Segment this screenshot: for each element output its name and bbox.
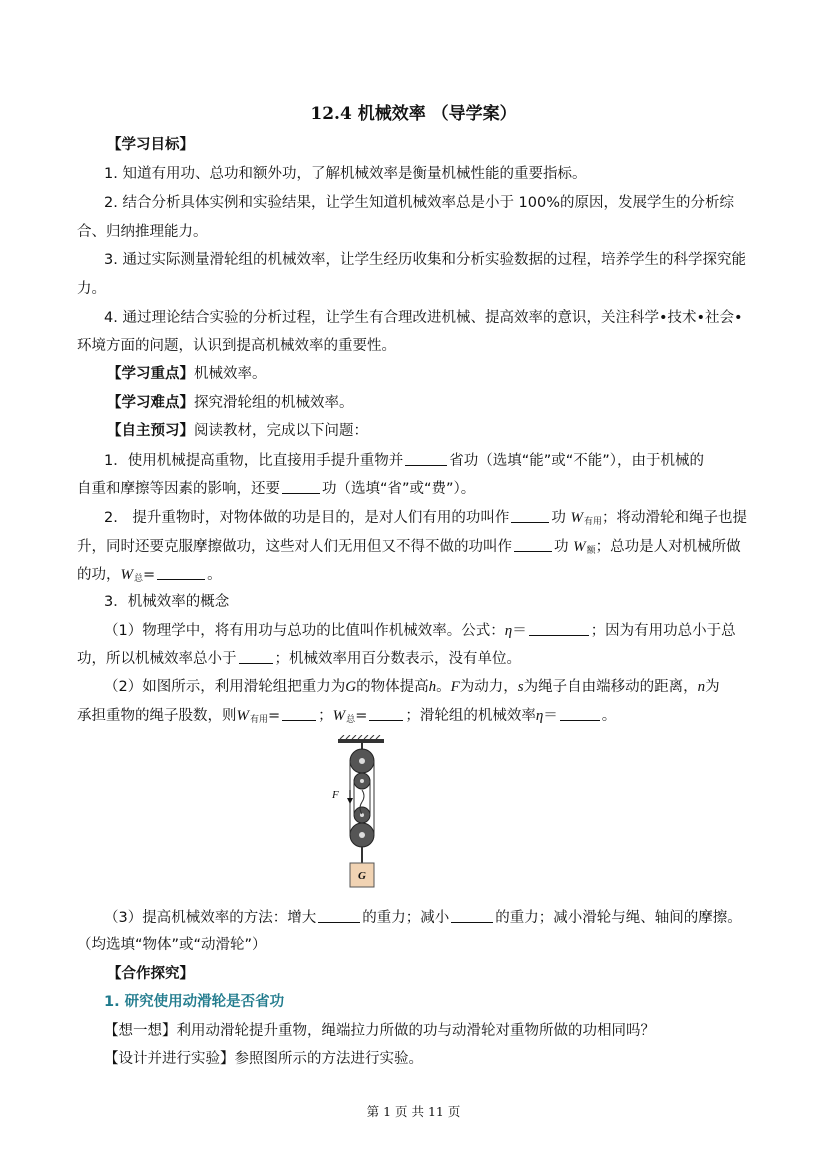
- subscript-total: 总: [134, 574, 144, 584]
- objective-4-line2: 环境方面的问题，认识到提高机械效率的重要性。: [77, 338, 396, 354]
- q3-2-text-h: =: [268, 708, 281, 724]
- q3-3-text-a: （3）提高机械效率的方法：增大: [104, 910, 317, 926]
- q2-text-f: ；总功是人对机械所做: [595, 539, 741, 555]
- q3-2-text-d: 为动力，: [459, 679, 518, 695]
- q3-2-text-b: 的物体提高: [356, 679, 429, 695]
- q1-text-b: 省功（选填“能”或“不能”），由于机械的: [449, 453, 705, 469]
- key-point-text: 机械效率。: [194, 366, 267, 382]
- q3-2-text-c: 。: [436, 679, 451, 695]
- objective-3-line1: 3. 通过实际测量滑轮组的机械效率，让学生经历收集和分析实验数据的过程，培养学生的科学探究能: [104, 252, 746, 268]
- q3-1-text-e: ；机械效率用百分数表示，没有单位。: [274, 651, 521, 667]
- symbol-g: G: [345, 679, 357, 695]
- symbol-w: W: [570, 510, 583, 526]
- subscript-extra: 额: [586, 546, 596, 556]
- think-line: [104, 1021, 655, 1041]
- design-line: [104, 1049, 423, 1069]
- objective-3-line2: 力。: [77, 281, 106, 297]
- symbol-h: h: [428, 679, 437, 695]
- question-3-2-line1: [104, 677, 720, 697]
- symbol-w: W: [120, 567, 133, 583]
- think-label: 【想一想】: [104, 1023, 177, 1039]
- ceiling-beam: [338, 739, 384, 743]
- q2-text-c: ；将动滑轮和绳子也提: [601, 510, 747, 526]
- symbol-f: F: [450, 679, 460, 695]
- q2-text-e: 功: [554, 539, 569, 555]
- answer-blank[interactable]: [369, 705, 403, 721]
- q3-1-text-a: （1）物理学中，将有用功与总功的比值叫作机械效率。公式：: [104, 623, 505, 639]
- q3-1-text-c: ；因为有用功总小于总: [590, 623, 736, 639]
- key-point: [107, 364, 267, 384]
- question-1-line1: [104, 450, 704, 471]
- answer-blank[interactable]: [318, 907, 360, 923]
- q2-text-g: 的功，: [77, 567, 121, 583]
- q3-2-text-a: （2）如图所示，利用滑轮组把重力为: [104, 679, 346, 695]
- objective-1: 1. 知道有用功、总功和额外功，了解机械效率是衡量机械性能的重要指标。: [104, 166, 587, 182]
- question-3-2-line2: [77, 705, 616, 730]
- fixed-pulley-large-hub: [359, 758, 365, 764]
- answer-blank[interactable]: [157, 564, 205, 580]
- movable-pulley-large-hub: [359, 832, 365, 838]
- q3-2-text-g: 承担重物的绳子股数，则: [77, 708, 237, 724]
- answer-blank[interactable]: [514, 536, 552, 552]
- objective-2-line2: 合、归纳推理能力。: [77, 224, 208, 240]
- difficulty: [107, 393, 354, 413]
- weight-label: G: [358, 870, 366, 882]
- q1-text-a: 1．使用机械提高重物，比直接用手提升重物并: [104, 453, 404, 469]
- q3-2-text-e: 为绳子自由端移动的距离，: [523, 679, 698, 695]
- preview-label: 【自主预习】: [107, 423, 194, 439]
- q2-text-d: 升，同时还要克服摩擦做功，这些对人们无用但又不得不做的功叫作: [77, 539, 512, 555]
- q3-3-text-c: 的重力；减小滑轮与绳、轴间的摩擦。: [495, 910, 742, 926]
- objective-4-line1: 4. 通过理论结合实验的分析过程，让学生有合理改进机械、提高效率的意识，关注科学•技术•社会•: [104, 310, 743, 326]
- answer-blank[interactable]: [560, 705, 600, 721]
- question-2-line3: [77, 564, 222, 589]
- subscript-total: 总: [346, 715, 356, 725]
- preview-intro: 阅读教材，完成以下问题：: [194, 423, 368, 439]
- page-title: 12.4 机械效率 （导学案）: [310, 104, 517, 124]
- pulley-diagram: [330, 735, 390, 895]
- question-3-3-line1: [104, 907, 742, 928]
- symbol-s: s: [517, 679, 524, 695]
- answer-blank[interactable]: [282, 705, 316, 721]
- question-3-1-line1: [104, 620, 736, 641]
- q3-2-text-i: ；: [318, 708, 333, 724]
- objective-2-line1: 2. 结合分析具体实例和实验结果，让学生知道机械效率总是小于 100%的原因，发展学生的分析综: [104, 195, 735, 211]
- q3-2-text-m: 。: [601, 708, 617, 724]
- q1-text-d: 功（选填“省”或“费”）。: [322, 481, 476, 497]
- symbol-n: n: [697, 679, 706, 695]
- q2-text-a: 2. 提升重物时，对物体做的功是目的，是对人们有用的功叫作: [104, 510, 510, 526]
- fixed-pulley-small-hub: [360, 779, 364, 783]
- cooperate-heading: 【合作探究】: [107, 966, 194, 982]
- difficulty-text: 探究滑轮组的机械效率。: [194, 395, 354, 411]
- question-3-3-line2: （均选填“物体”或“动滑轮”）: [77, 937, 267, 953]
- symbol-w: W: [573, 539, 586, 555]
- question-2-line1: [104, 507, 747, 532]
- question-3-title: 3．机械效率的概念: [104, 594, 230, 610]
- ceiling-hatch: [340, 735, 380, 739]
- subscript-useful: 有用: [250, 715, 269, 725]
- q3-2-text-f: 为: [705, 679, 720, 695]
- symbol-w: W: [332, 708, 346, 724]
- key-point-label: 【学习重点】: [107, 366, 194, 382]
- answer-blank[interactable]: [451, 907, 493, 923]
- objectives-heading: 【学习目标】: [107, 137, 194, 153]
- question-1-line2: [77, 478, 475, 499]
- q3-2-text-l: ＝: [543, 708, 558, 724]
- q2-text-h: =: [143, 567, 156, 583]
- answer-blank[interactable]: [511, 507, 549, 523]
- symbol-eta: η: [504, 623, 513, 639]
- q3-2-text-j: =: [355, 708, 368, 724]
- design-text: 参照图所示的方法进行实验。: [234, 1051, 423, 1067]
- q2-text-b: 功: [551, 510, 566, 526]
- question-2-line2: [77, 536, 741, 561]
- q3-3-text-b: 的重力；减小: [362, 910, 450, 926]
- question-3-1-line2: [77, 648, 521, 669]
- answer-blank[interactable]: [405, 450, 447, 466]
- q3-1-text-b: ＝: [512, 623, 527, 639]
- symbol-eta: η: [535, 708, 544, 724]
- symbol-w: W: [236, 708, 249, 724]
- force-label: F: [332, 789, 339, 801]
- answer-blank[interactable]: [282, 478, 320, 494]
- answer-blank[interactable]: [239, 648, 273, 664]
- q2-text-i: 。: [207, 567, 222, 583]
- q3-1-text-d: 功，所以机械效率总小于: [77, 651, 237, 667]
- design-label: 【设计并进行实验】: [104, 1051, 235, 1067]
- think-text: 利用动滑轮提升重物，绳端拉力所做的功与动滑轮对重物所做的功相同吗？: [176, 1023, 655, 1039]
- preview: [107, 421, 368, 441]
- answer-blank[interactable]: [529, 620, 589, 636]
- section-1-heading: 1. 研究使用动滑轮是否省功: [104, 994, 285, 1010]
- page-footer: 第 1 页 共 11 页: [366, 1104, 461, 1119]
- q1-text-c: 自重和摩擦等因素的影响，还要: [77, 481, 280, 497]
- difficulty-label: 【学习难点】: [107, 395, 194, 411]
- force-arrow-head: [347, 798, 353, 804]
- q3-2-text-k: ；滑轮组的机械效率: [405, 708, 536, 724]
- subscript-useful: 有用: [583, 517, 602, 527]
